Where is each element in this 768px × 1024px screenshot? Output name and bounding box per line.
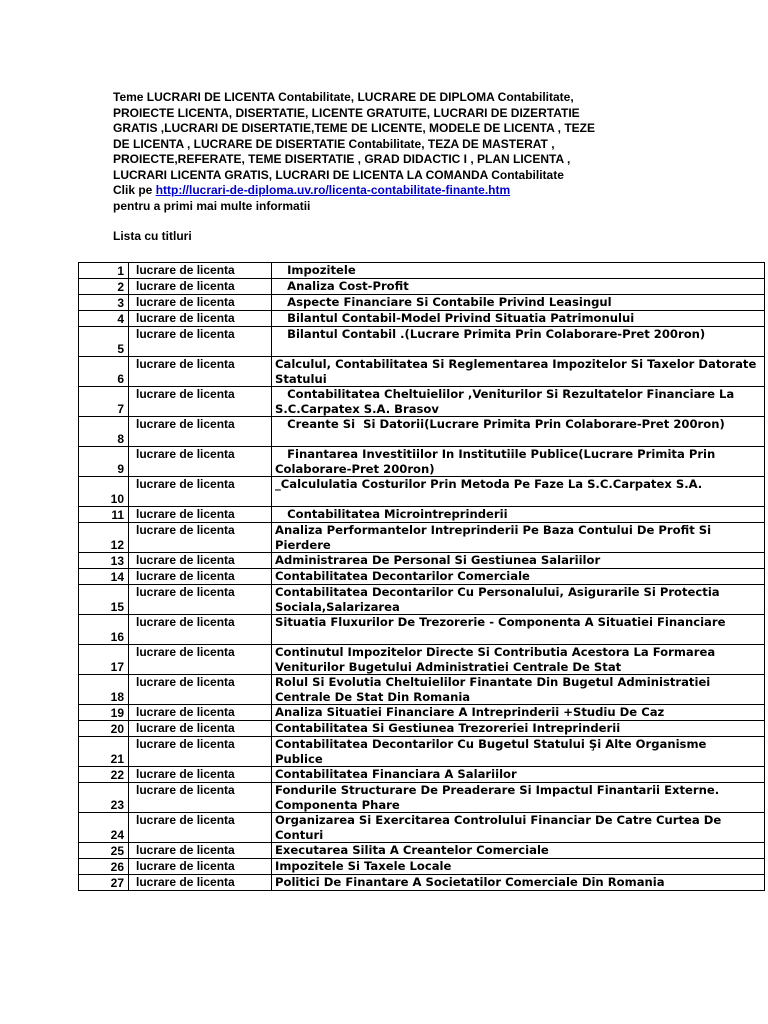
row-title: _Calcululatia Costurilor Prin Metoda Pe Faze La S.C.Carpatex S.A. (272, 477, 765, 507)
row-title: Bilantul Contabil-Model Privind Situatia Patrimonului (272, 311, 765, 327)
row-label: lucrare de licenta (129, 311, 272, 327)
row-label: lucrare de licenta (129, 263, 272, 279)
row-title: Organizarea Si Exercitarea Controlului Financiar De Catre Curtea De Conturi (272, 813, 765, 843)
table-row (79, 477, 765, 507)
table-row (79, 311, 765, 327)
row-label: lucrare de licenta (129, 569, 272, 585)
row-label: lucrare de licenta (129, 675, 272, 705)
row-number: 20 (79, 721, 129, 737)
row-label: lucrare de licenta (129, 585, 272, 615)
table-row (79, 507, 765, 523)
table-row (79, 327, 765, 357)
thesis-titles-table (78, 262, 765, 891)
table-row (79, 357, 765, 387)
row-title: Finantarea Investitiilor In Institutiile Publice(Lucrare Primita Prin Colaborare-Pret 200ron) (272, 447, 765, 477)
row-label: lucrare de licenta (129, 295, 272, 311)
row-title: Contabilitatea Financiara A Salariilor (272, 767, 765, 783)
row-title: Situatia Fluxurilor De Trezorerie - Componenta A Situatiei Financiare (272, 615, 765, 645)
table-row (79, 675, 765, 705)
row-label: lucrare de licenta (129, 843, 272, 859)
row-label: lucrare de licenta (129, 875, 272, 891)
row-number: 1 (79, 263, 129, 279)
row-number: 25 (79, 843, 129, 859)
table-row (79, 875, 765, 891)
row-title: Rolul Si Evolutia Cheltuielilor Finantate Din Bugetul Administratiei Centrale De Stat Din Romania (272, 675, 765, 705)
row-label: lucrare de licenta (129, 279, 272, 295)
click-line (113, 183, 673, 199)
row-number: 6 (79, 357, 129, 387)
row-title: Analiza Cost-Profit (272, 279, 765, 295)
row-number: 23 (79, 783, 129, 813)
row-title: Calculul, Contabilitatea Si Reglementarea Impozitelor Si Taxelor Datorate Statului (272, 357, 765, 387)
row-number: 22 (79, 767, 129, 783)
row-title: Contabilitatea Microintreprinderii (272, 507, 765, 523)
site-link[interactable]: http://lucrari-de-diploma.uv.ro/licenta-contabilitate-finante.htm (155, 183, 511, 197)
table-row (79, 417, 765, 447)
row-title: Bilantul Contabil .(Lucrare Primita Prin Colaborare-Pret 200ron) (272, 327, 765, 357)
row-label: lucrare de licenta (129, 477, 272, 507)
row-label: lucrare de licenta (129, 705, 272, 721)
row-label: lucrare de licenta (129, 553, 272, 569)
table-row (79, 295, 765, 311)
table-row (79, 553, 765, 569)
row-title: Contabilitatea Decontarilor Comerciale (272, 569, 765, 585)
row-label: lucrare de licenta (129, 783, 272, 813)
row-title: Impozitele (272, 263, 765, 279)
row-number: 7 (79, 387, 129, 417)
row-label: lucrare de licenta (129, 767, 272, 783)
row-label: lucrare de licenta (129, 615, 272, 645)
table-row (79, 447, 765, 477)
row-number: 9 (79, 447, 129, 477)
table-row (79, 645, 765, 675)
row-number: 3 (79, 295, 129, 311)
row-label: lucrare de licenta (129, 645, 272, 675)
table-row (79, 523, 765, 553)
more-info-line: pentru a primi mai multe informatii (113, 198, 311, 213)
table-row (79, 859, 765, 875)
row-number: 2 (79, 279, 129, 295)
row-number: 16 (79, 615, 129, 645)
intro-line: LUCRARI LICENTA GRATIS, LUCRARI DE LICENTA LA COMANDA Contabilitate (113, 167, 564, 182)
row-title: Contabilitatea Decontarilor Cu Personalului, Asigurarile Si Protectia Sociala,Salarizarea (272, 585, 765, 615)
row-number: 10 (79, 477, 129, 507)
intro-line: GRATIS ,LUCRARI DE DISERTATIE,TEME DE LICENTE, MODELE DE LICENTA , TEZE (113, 121, 596, 135)
row-label: lucrare de licenta (129, 417, 272, 447)
row-title: Analiza Situatiei Financiare A Intreprinderii +Studiu De Caz (272, 705, 765, 721)
table-row (79, 843, 765, 859)
row-number: 18 (79, 675, 129, 705)
row-label: lucrare de licenta (129, 737, 272, 767)
row-number: 13 (79, 553, 129, 569)
row-number: 8 (79, 417, 129, 447)
intro-line: PROIECTE LICENTA, DISERTATIE, LICENTE GRATUITE, LUCRARI DE DIZERTATIE (113, 105, 580, 120)
row-number: 11 (79, 507, 129, 523)
row-title: Creante Si Si Datorii(Lucrare Primita Prin Colaborare-Pret 200ron) (272, 417, 765, 447)
row-number: 24 (79, 813, 129, 843)
table-row (79, 569, 765, 585)
table-row (79, 263, 765, 279)
list-title: Lista cu titluri (113, 229, 192, 243)
row-number: 14 (79, 569, 129, 585)
row-number: 12 (79, 523, 129, 553)
table-row (79, 615, 765, 645)
row-title: Contabilitatea Si Gestiunea Trezoreriei Intreprinderii (272, 721, 765, 737)
row-label: lucrare de licenta (129, 447, 272, 477)
row-number: 21 (79, 737, 129, 767)
table-row (79, 387, 765, 417)
row-number: 26 (79, 859, 129, 875)
table-row (79, 721, 765, 737)
click-prefix: Clik pe (113, 183, 156, 197)
row-number: 27 (79, 875, 129, 891)
table-row (79, 585, 765, 615)
row-title: Analiza Performantelor Intreprinderii Pe Baza Contului De Profit Si Pierdere (272, 523, 765, 553)
row-number: 17 (79, 645, 129, 675)
table-row (79, 813, 765, 843)
intro-line: Teme LUCRARI DE LICENTA Contabilitate, LUCRARE DE DIPLOMA Contabilitate, (113, 90, 574, 104)
row-title: Contabilitatea Cheltuielilor ,Veniturilor Si Rezultatelor Financiare La S.C.Carpatex S.A. Brasov (272, 387, 765, 417)
intro-line: DE LICENTA , LUCRARE DE DISERTATIE Contabilitate, TEZA DE MASTERAT , (113, 136, 555, 151)
table-row (79, 737, 765, 767)
row-title: Administrarea De Personal Si Gestiunea Salariilor (272, 553, 765, 569)
row-number: 15 (79, 585, 129, 615)
row-number: 19 (79, 705, 129, 721)
row-label: lucrare de licenta (129, 507, 272, 523)
row-label: lucrare de licenta (129, 813, 272, 843)
row-title: Continutul Impozitelor Directe Si Contributia Acestora La Formarea Veniturilor Bugetului Administratiei Centrale De Stat (272, 645, 765, 675)
intro-text (113, 90, 673, 214)
row-label: lucrare de licenta (129, 357, 272, 387)
row-title: Fondurile Structurare De Preaderare Si Impactul Finantarii Externe. Componenta Phare (272, 783, 765, 813)
table-row (79, 705, 765, 721)
row-number: 5 (79, 327, 129, 357)
row-title: Aspecte Financiare Si Contabile Privind Leasingul (272, 295, 765, 311)
row-label: lucrare de licenta (129, 327, 272, 357)
row-label: lucrare de licenta (129, 387, 272, 417)
row-number: 4 (79, 311, 129, 327)
table-row (79, 279, 765, 295)
row-title: Politici De Finantare A Societatilor Comerciale Din Romania (272, 875, 765, 891)
table-row (79, 783, 765, 813)
row-title: Impozitele Si Taxele Locale (272, 859, 765, 875)
table-row (79, 767, 765, 783)
row-label: lucrare de licenta (129, 859, 272, 875)
row-title: Contabilitatea Decontarilor Cu Bugetul Statului Şi Alte Organisme Publice (272, 737, 765, 767)
row-label: lucrare de licenta (129, 523, 272, 553)
row-label: lucrare de licenta (129, 721, 272, 737)
intro-line: PROIECTE,REFERATE, TEME DISERTATIE , GRAD DIDACTIC I , PLAN LICENTA , (113, 152, 571, 166)
row-title: Executarea Silita A Creantelor Comerciale (272, 843, 765, 859)
